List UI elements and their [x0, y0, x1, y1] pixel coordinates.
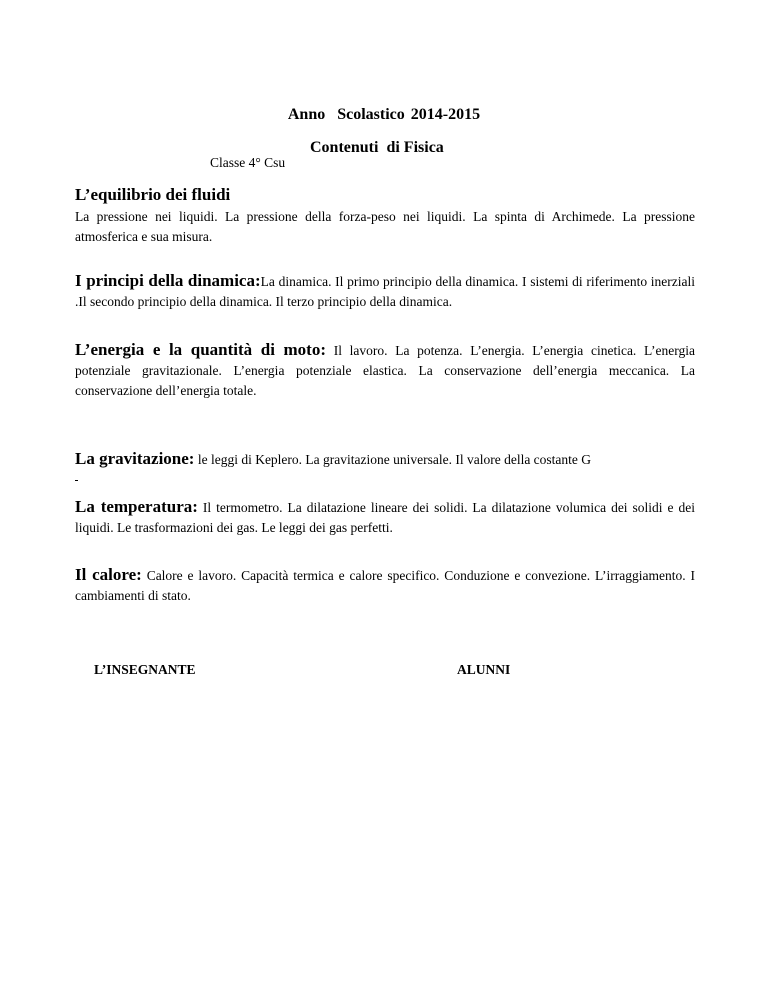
section-heading: I principi della dinamica:	[75, 271, 261, 290]
section-text: le leggi di Keplero. La gravitazione universale. Il valore della costante G	[194, 452, 592, 467]
class-label: Classe 4° Csu	[210, 155, 286, 170]
section-temperatura	[75, 497, 695, 538]
section-text: La dinamica. Il primo principio della dinamica. I sistemi di riferimento inerziali .Il secondo principio della dinamica. Il terzo principio della dinamica.	[75, 274, 695, 309]
section-text: Il termometro. La dilatazione lineare dei solidi. La dilatazione volumica dei solidi e dei liquidi. Le trasformazioni dei gas. Le leggi dei gas perfetti.	[75, 500, 695, 535]
section-text: Calore e lavoro. Capacità termica e calore specifico. Conduzione e convezione. L’irraggiamento. I cambiamenti di stato.	[75, 568, 695, 603]
document-title: Anno Scolastico 2014-2015	[287, 106, 481, 123]
teacher-signature-label: L’INSEGNANTE	[94, 662, 196, 677]
students-signature-label: ALUNNI	[457, 662, 511, 677]
section-principi-dinamica	[75, 271, 695, 312]
section-energia-quantita-moto	[75, 340, 695, 401]
section-text: La pressione nei liquidi. La pressione della forza-peso nei liquidi. La spinta di Archimede. La pressione atmosferica e sua misura.	[75, 209, 695, 244]
section-heading: Il calore:	[75, 565, 142, 584]
section-text: Il lavoro. La potenza. L’energia. L’energia cinetica. L’energia potenziale gravitazionale. L’energia potenziale elastica. La conservazione dell’energia meccanica. La conservazione dell’energia totale.	[75, 343, 695, 398]
section-calore	[75, 565, 695, 606]
section-heading: La temperatura:	[75, 497, 198, 516]
document-subtitle: Contenuti di Fisica	[310, 139, 444, 156]
section-heading: La gravitazione:	[75, 449, 195, 468]
section-gravitazione	[75, 449, 695, 470]
section-heading: L’equilibrio dei fluidi	[75, 185, 231, 204]
stray-dash	[75, 480, 78, 481]
section-heading: L’energia e la quantità di moto:	[75, 340, 326, 359]
section-equilibrio-fluidi	[75, 183, 695, 247]
